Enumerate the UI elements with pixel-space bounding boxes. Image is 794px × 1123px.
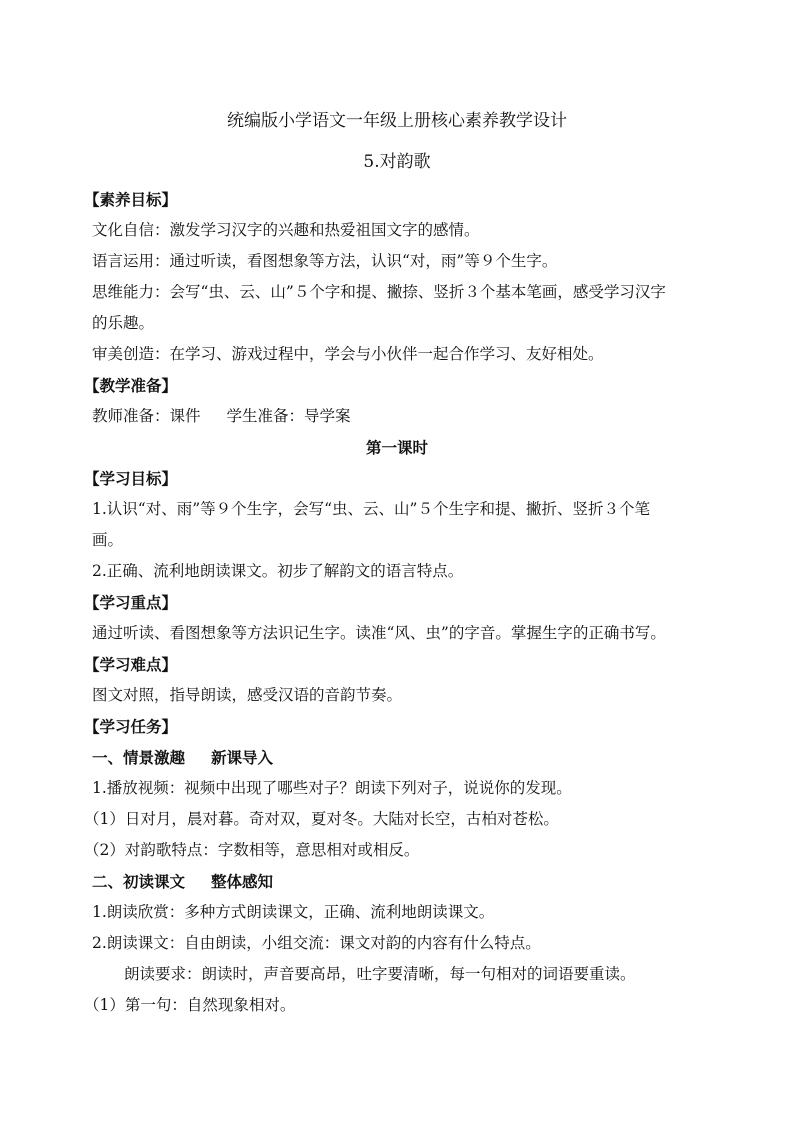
section-2-sub: 整体感知 — [211, 872, 274, 891]
goal-cultural-confidence: 文化自信：激发学习汉字的兴趣和热爱祖国文字的感情。 — [92, 221, 480, 239]
section-1-item-1: 1.播放视频：视频中出现了哪些对子？朗读下列对子，说说你的发现。 — [92, 779, 572, 797]
goal-language-use: 语言运用：通过听读，看图想象等方法，认识“对，雨”等９个生字。 — [92, 252, 558, 270]
section-2-main: 二、初读课文 — [92, 872, 186, 891]
prep-line — [92, 401, 702, 432]
study-goal-1-line1: 1.认识“对、雨”等９个生字，会写“虫、云、山”５个生字和提、撇折、竖折３个笔 — [92, 500, 650, 518]
section-2-reading-requirements: 朗读要求：朗读时，声音要高昂，吐字要清晰，每一句相对的词语要重读。 — [124, 965, 636, 983]
heading-study-goals: 【学习目标】 — [84, 469, 178, 488]
heading-study-tasks: 【学习任务】 — [84, 717, 178, 736]
section-1-item-2: （1）日对月，晨对暮。奇对双，夏对冬。大陆对长空，古柏对苍松。 — [84, 810, 559, 828]
goal-thinking-line2: 的乐趣。 — [92, 314, 155, 332]
section-1-item-3: （2）对韵歌特点：字数相等，意思相对或相反。 — [84, 841, 420, 859]
section-2-item-2: 2.朗读课文：自由朗读，小组交流：课文对韵的内容有什么特点。 — [92, 934, 541, 952]
prep-teacher: 教师准备：课件 — [92, 407, 201, 425]
heading-study-focus: 【学习重点】 — [84, 593, 178, 612]
prep-student: 学生准备：导学案 — [226, 407, 351, 425]
section-1-main: 一、情景激趣 — [92, 748, 186, 767]
section-2-title — [92, 866, 702, 897]
section-1-title — [92, 742, 702, 773]
period-title: 第一课时 — [365, 438, 428, 457]
document-body — [84, 184, 702, 1021]
section-2-item-1: 1.朗读欣赏：多种方式朗读课文，正确、流利地朗读课文。 — [92, 903, 495, 921]
document-title: 统编版小学语文一年级上册核心素养教学设计 — [227, 111, 567, 131]
study-goal-2: 2.正确、流利地朗读课文。初步了解韵文的语言特点。 — [92, 562, 464, 580]
study-focus: 通过听读、看图想象等方法识记生字。读准“风、虫”的字音。掌握生字的正确书写。 — [92, 624, 666, 642]
study-difficulty: 图文对照，指导朗读，感受汉语的音韵节奏。 — [92, 686, 403, 704]
goal-aesthetic: 审美创造：在学习、游戏过程中，学会与小伙伴一起合作学习、友好相处。 — [92, 345, 604, 363]
heading-study-difficulty: 【学习难点】 — [84, 655, 178, 674]
study-goal-1-line2: 画。 — [92, 531, 124, 549]
heading-teaching-prep: 【教学准备】 — [84, 376, 178, 395]
section-2-item-3: （1）第一句：自然现象相对。 — [84, 996, 296, 1014]
goal-thinking-line1: 思维能力：会写“虫、云、山”５个字和提、撇捺、竖折３个基本笔画，感受学习汉字 — [92, 283, 666, 301]
lesson-title: 5.对韵歌 — [363, 152, 431, 172]
section-1-sub: 新课导入 — [211, 748, 274, 767]
heading-literacy-goals: 【素养目标】 — [84, 190, 178, 209]
